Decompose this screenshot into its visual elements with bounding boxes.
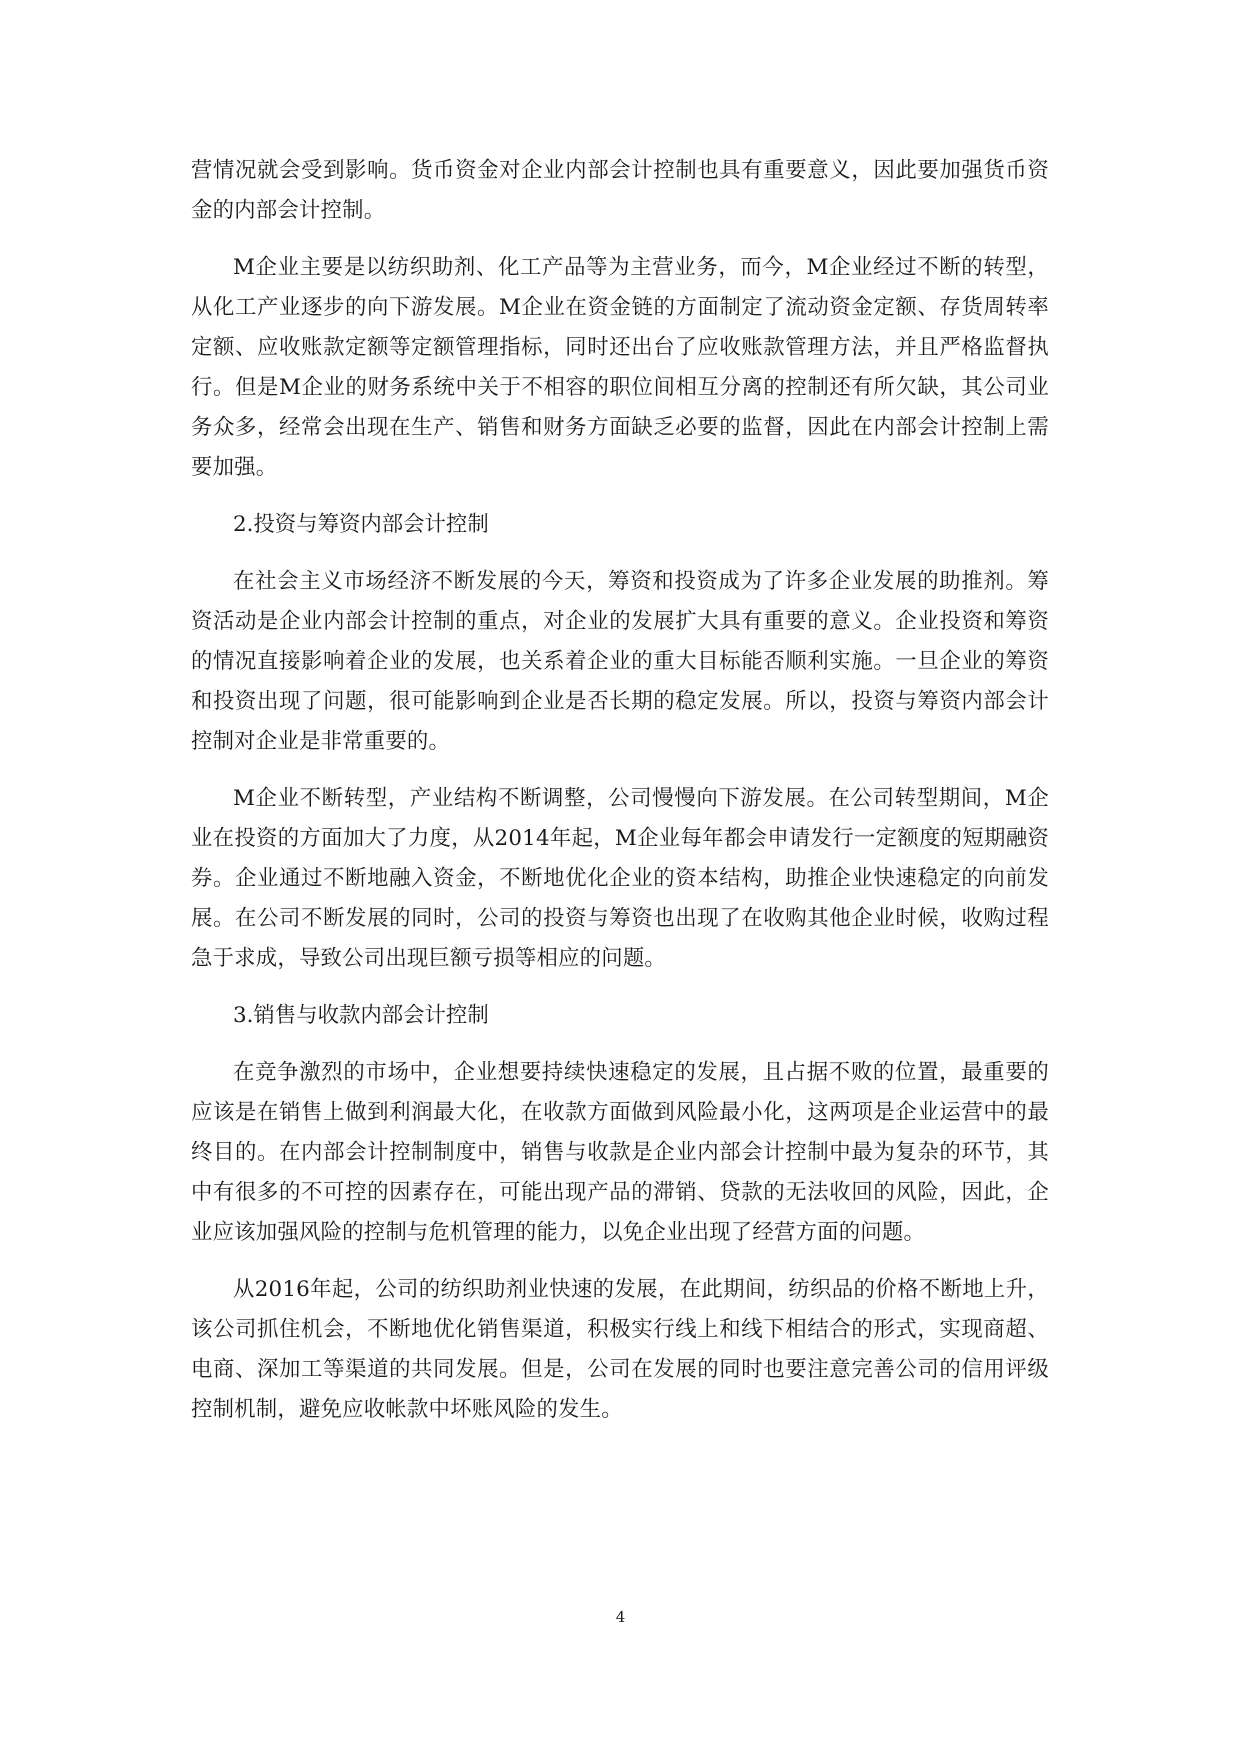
- paragraph-textile-auxiliaries: 从2016年起，公司的纺织助剂业快速的发展，在此期间，纺织品的价格不断地上升，该公司抓住机会，不断地优化销售渠道，积极实行线上和线下相结合的形式，实现商超、电商、深加工等渠道的共同发展。但是，公司在发展的同时也要注意完善公司的信用评级控制机制，避免应收帐款中坏账风险的发生。: [191, 1277, 1049, 1422]
- paragraph-sales-collection-intro: 在竞争激烈的市场中，企业想要持续快速稳定的发展，且占据不败的位置，最重要的应该是在销售上做到利润最大化，在收款方面做到风险最小化，这两项是企业运营中的最终目的。在内部会计控制制度中，销售与收款是企业内部会计控制中最为复杂的环节，其中有很多的不可控的因素存在，可能出现产品的滞销、贷款的无法收回的风险，因此，企业应该加强风险的控制与危机管理的能力，以免企业出现了经营方面的问题。: [191, 1060, 1049, 1245]
- paragraph-m-enterprise-business: M企业主要是以纺织助剂、化工产品等为主营业务，而今，M企业经过不断的转型，从化工产业逐步的向下游发展。M企业在资金链的方面制定了流动资金定额、存货周转率定额、应收账款定额等定额管理指标，同时还出台了应收账款管理方法，并且严格监督执行。但是M企业的财务系统中关于不相容的职位间相互分离的控制还有所欠缺，其公司业务众多，经常会出现在生产、销售和财务方面缺乏必要的监督，因此在内部会计控制上需要加强。: [191, 255, 1049, 480]
- body-text: [191, 151, 1049, 1447]
- paragraph-continuation: 营情况就会受到影响。货币资金对企业内部会计控制也具有重要意义，因此要加强货币资金的内部会计控制。: [191, 158, 1049, 223]
- page-number: 4: [615, 1608, 626, 1626]
- section-heading-sales-collection: 3.销售与收款内部会计控制: [233, 1003, 489, 1028]
- paragraph-investment-financing-intro: 在社会主义市场经济不断发展的今天，筹资和投资成为了许多企业发展的助推剂。筹资活动是企业内部会计控制的重点，对企业的发展扩大具有重要的意义。企业投资和筹资的情况直接影响着企业的发展，也关系着企业的重大目标能否顺利实施。一旦企业的筹资和投资出现了问题，很可能影响到企业是否长期的稳定发展。所以，投资与筹资内部会计控制对企业是非常重要的。: [191, 569, 1049, 754]
- paragraph-m-enterprise-investment: M企业不断转型，产业结构不断调整，公司慢慢向下游发展。在公司转型期间，M企业在投资的方面加大了力度，从2014年起，M企业每年都会申请发行一定额度的短期融资券。企业通过不断地融入资金，不断地优化企业的资本结构，助推企业快速稳定的向前发展。在公司不断发展的同时，公司的投资与筹资也出现了在收购其他企业时候，收购过程急于求成，导致公司出现巨额亏损等相应的问题。: [191, 786, 1049, 971]
- section-heading-investment-financing: 2.投资与筹资内部会计控制: [233, 512, 489, 537]
